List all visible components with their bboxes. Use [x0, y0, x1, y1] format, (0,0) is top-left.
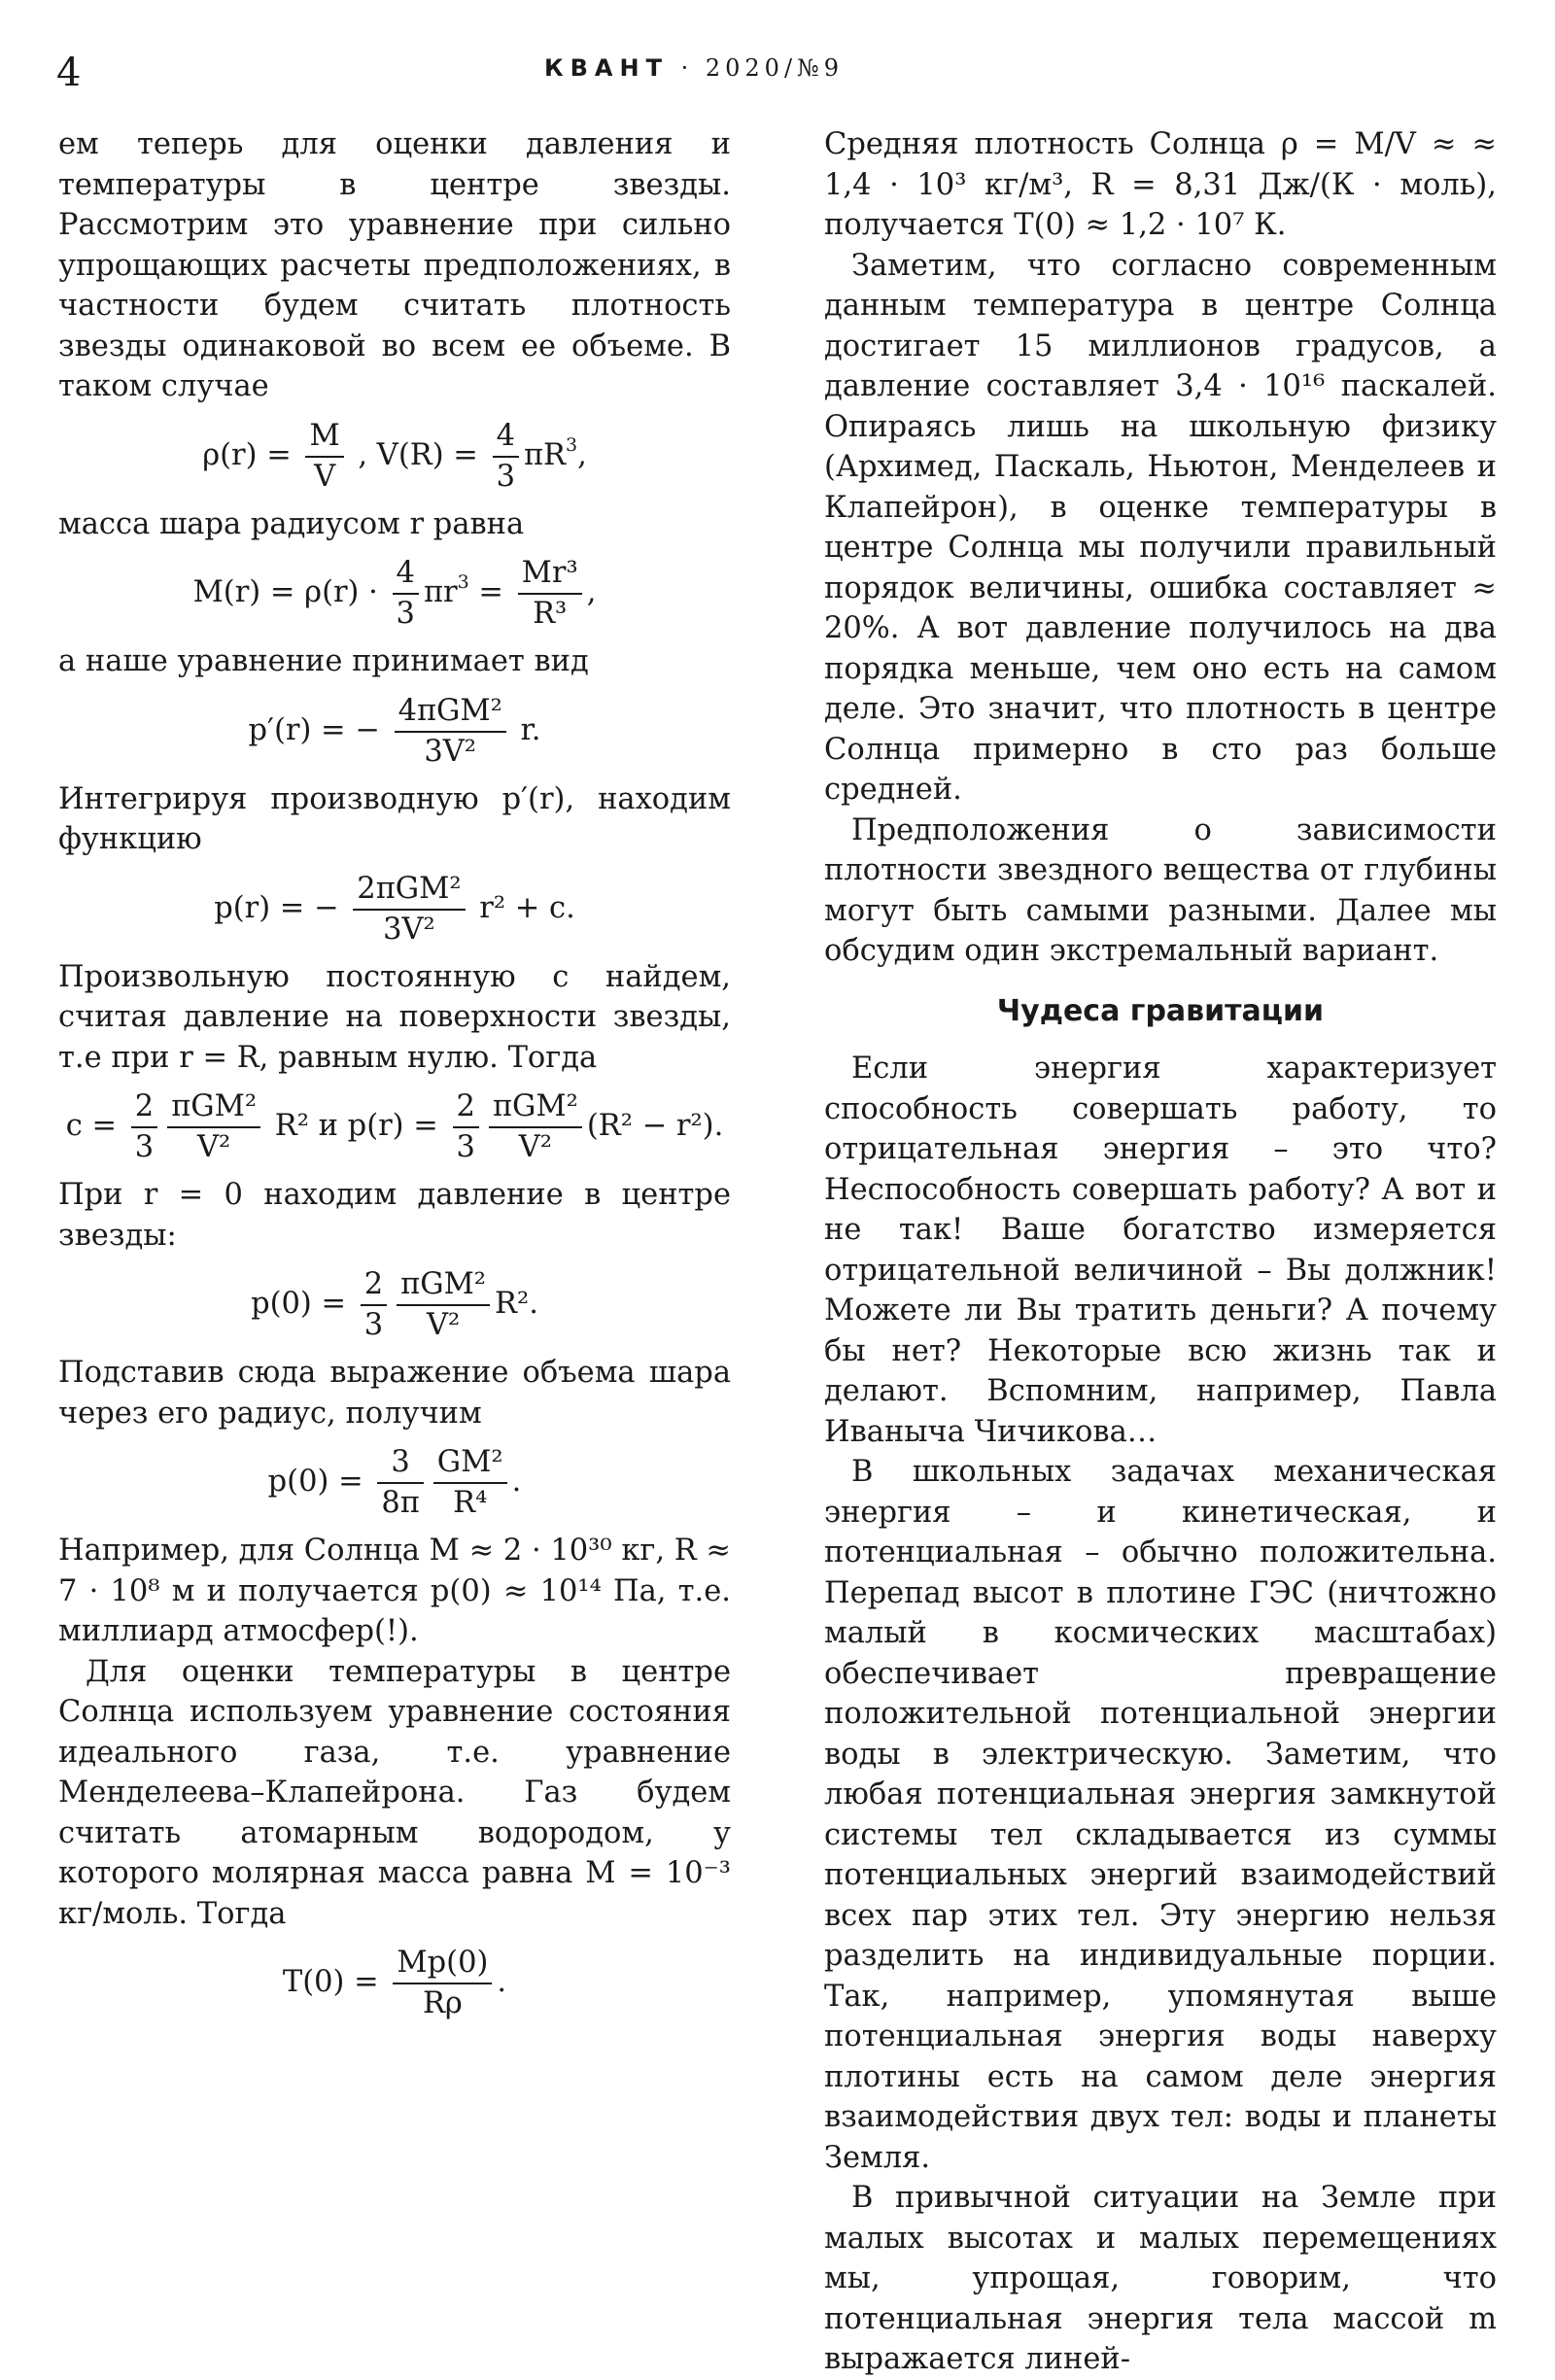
header-separator: ·: [680, 54, 694, 82]
equation-center-pressure: [58, 1265, 731, 1345]
fraction: $\frac{2}{3}$: [453, 1087, 479, 1167]
paragraph: Интегрируя производную p′(r), находим функцию: [58, 781, 731, 856]
equation-density: [58, 417, 731, 497]
fraction: $\frac{M}{V}$: [305, 417, 343, 497]
eq-end: r.: [520, 712, 541, 747]
eq-end: R².: [495, 1287, 538, 1321]
paragraph: Если энергия характеризует способность совершать работу, то отрицательная энергия – это что? Неспособность совершать работу? А вот и не так! Ваше богатство измеряется отрицательной величиной – Вы должник! Можете ли Вы тратить деньги? А почему бы нет? Некоторые всю жизнь так и делают. Вспомним, например, Павла Иваныча Чичикова…: [824, 1052, 1497, 1449]
eq-sup: 3: [565, 433, 578, 456]
eq-lhs: T(0) =: [282, 1965, 379, 1999]
eq-lhs: p(0) =: [267, 1465, 363, 1499]
equation-constant: [58, 1087, 731, 1167]
paragraph: Средняя плотность Солнца ρ = M/V ≈ ≈ 1,4 · 10³ кг/м³, R = 8,31 Дж/(К · моль), получается T(0) ≈ 1,2 · 10⁷ К.: [824, 127, 1497, 242]
equation-pressure: [58, 870, 731, 949]
paragraph: масса шара радиусом r равна: [58, 506, 525, 541]
journal-name: КВАНТ: [544, 54, 669, 82]
right-column: [824, 124, 1497, 2380]
fraction: $\frac{2}{3}$: [131, 1087, 157, 1167]
eq-end: .: [497, 1965, 507, 1999]
paragraph: Подставив сюда выражение объема шара через его радиус, получим: [58, 1356, 731, 1431]
equation-center-pressure-radius: [58, 1443, 731, 1523]
page-number: 4: [56, 51, 82, 95]
paragraph: В школьных задачах механическая энергия – и кинетическая, и потенциальная – обычно положительна. Перепад высот в плотине ГЭС (ничтожно малый в космических масштабах) обеспечивает превращение положительной потенциальной энергии воды в электрическую. Заметим, что любая потенциальная энергия замкнутой системы тел складывается из суммы потенциальных энергий взаимодействий всех пар этих тел. Эту энергию нельзя разделить на индивидуальные порции. Так, например, упомянутая выше потенциальная энергия воды наверху плотины есть на самом деле энергия взаимодействия двух тел: воды и планеты Земля.: [824, 1455, 1497, 2175]
fraction: $\frac{2}{3}$: [361, 1265, 387, 1345]
eq-lhs: p′(r) = −: [248, 712, 380, 747]
fraction: $\frac{\text{Mr³}}{\text{R³}}$: [518, 554, 582, 634]
fraction: $\frac{\text{2πGM²}}{\text{3V²}}$: [353, 870, 465, 949]
fraction: $\frac{\text{4πGM²}}{\text{3V²}}$: [395, 692, 506, 772]
eq-mid: πr: [423, 575, 458, 609]
eq-end: .: [511, 1465, 522, 1499]
paragraph: ем теперь для оценки давления и температуры в центре звезды. Рассмотрим это уравнение при сильно упрощающих расчеты предположениях, в частности будем считать плотность звезды одинаковой во всем ее объеме. В таком случае: [58, 127, 731, 403]
eq-lhs: p(r) = −: [214, 890, 339, 925]
paragraph: а наше уравнение принимает вид: [58, 644, 589, 678]
eq-mid: , V(R) =: [358, 437, 478, 472]
eq-lhs: p(0) =: [251, 1287, 347, 1321]
equation-temperature: [58, 1944, 731, 2023]
eq-end: ,: [577, 437, 587, 472]
fraction: $\frac{\text{πGM²}}{\text{V²}}$: [397, 1265, 490, 1345]
eq-equals: =: [478, 575, 503, 609]
eq-lhs: ρ(r) =: [202, 437, 292, 472]
eq-lhs: c =: [65, 1109, 118, 1143]
paragraph: При r = 0 находим давление в центре звезды:: [58, 1178, 731, 1253]
eq-end: (R² − r²).: [586, 1109, 724, 1143]
left-column: [58, 124, 731, 2031]
eq-mid: R² и p(r) =: [274, 1109, 438, 1143]
equation-mass: [58, 554, 731, 634]
eq-tail: πR: [523, 437, 566, 472]
paragraph: Для оценки температуры в центре Солнца используем уравнение состояния идеального газа, т.е. уравнение Менделеева–Клапейрона. Газ будем считать атомарным водородом, у которого молярная масса равна M = 10⁻³ кг/моль. Тогда: [58, 1654, 731, 1931]
paragraph: Произвольную постоянную c найдем, считая давление на поверхности звезды, т.е при r = R, равным нулю. Тогда: [58, 959, 731, 1075]
paragraph: Например, для Солнца M ≈ 2 · 10³⁰ кг, R ≈ 7 · 10⁸ м и получается p(0) ≈ 10¹⁴ Па, т.е. миллиард атмосфер(!).: [58, 1534, 731, 1648]
fraction: $\frac{\text{πGM²}}{\text{V²}}$: [167, 1087, 260, 1167]
paragraph: В привычной ситуации на Земле при малых высотах и малых перемещениях мы, упрощая, говорим, что потенциальная энергия тела массой m выражается линей-: [824, 2181, 1497, 2376]
fraction: $\frac{4}{3}$: [393, 554, 419, 634]
running-head: [544, 54, 844, 82]
equation-derivative: [58, 692, 731, 772]
fraction: $\frac{4}{3}$: [493, 417, 519, 497]
section-title: Чудеса гравитации: [996, 993, 1325, 1028]
paragraph: Заметим, что согласно современным данным температура в центре Солнца достигает 15 миллионов градусов, а давление составляет 3,4 · 10¹⁶ паскалей. Опираясь лишь на школьную физику (Архимед, Паскаль, Ньютон, Менделеев и Клапейрон), в оценке температуры в центре Солнца мы получили правильный порядок величины, ошибка составляет ≈ 20%. А вот давление получилось на два порядка меньше, чем оно есть на самом деле. Это значит, что плотность в центре Солнца примерно в сто раз больше средней.: [824, 248, 1497, 807]
eq-end: ,: [586, 575, 597, 609]
fraction: $\frac{\text{πGM²}}{\text{V²}}$: [489, 1087, 582, 1167]
eq-lhs: M(r) = ρ(r) ·: [192, 575, 378, 609]
fraction: $\frac{\text{GM²}}{\text{R⁴}}$: [433, 1443, 507, 1523]
paragraph: Предположения о зависимости плотности звездного вещества от глубины могут быть самыми разными. Далее мы обсудим один экстремальный вариант.: [824, 812, 1497, 968]
eq-end: r² + c.: [479, 890, 575, 925]
eq-sup: 3: [457, 571, 469, 593]
fraction: $\frac{Mp(0)}{R\rho}$: [393, 1944, 492, 2023]
issue-number: 2020/№9: [705, 54, 845, 82]
fraction: $\frac{3}{8\pi}$: [377, 1443, 423, 1523]
